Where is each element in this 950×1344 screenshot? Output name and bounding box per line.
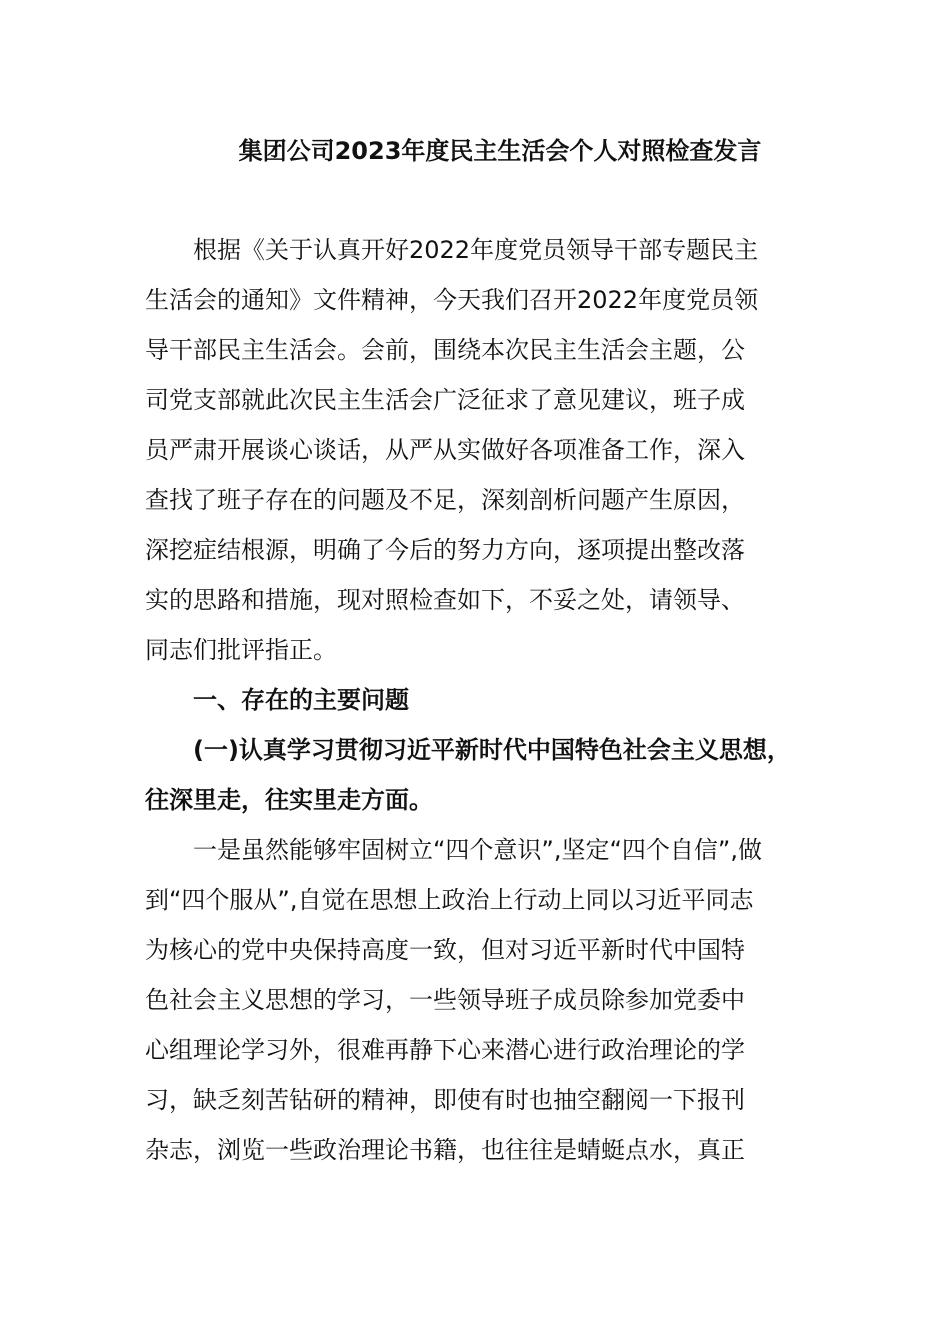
paragraph-line: 一是虽然能够牢固树立“四个意识”,坚定“四个自信”,做 <box>145 836 762 864</box>
paragraph-line: 同志们批评指正。 <box>145 636 337 664</box>
paragraph-line: 为核心的党中央保持高度一致，但对习近平新时代中国特 <box>145 936 745 964</box>
subsection-heading-line: 往深里走，往实里走方面。 <box>145 786 433 814</box>
paragraph-line: 心组理论学习外，很难再静下心来潜心进行政治理论的学 <box>145 1036 745 1064</box>
paragraph-line: 查找了班子存在的问题及不足，深刻剖析问题产生原因， <box>145 486 745 514</box>
paragraph-line: 色社会主义思想的学习，一些领导班子成员除参加党委中 <box>145 986 745 1014</box>
document-title: 集团公司2023年度民主生活会个人对照检查发言 <box>238 137 762 165</box>
paragraph-line: 根据《关于认真开好2022年度党员领导干部专题民主 <box>145 236 759 264</box>
paragraph-line: 到“四个服从”,自觉在思想上政治上行动上同以习近平同志 <box>145 886 754 914</box>
paragraph-line: 生活会的通知》文件精神，今天我们召开2022年度党员领 <box>145 286 759 314</box>
subsection-heading-line: (一)认真学习贯彻习近平新时代中国特色社会主义思想， <box>145 736 791 764</box>
paragraph-line: 实的思路和措施，现对照检查如下，不妥之处，请领导、 <box>145 586 745 614</box>
paragraph-line: 杂志，浏览一些政治理论书籍，也往往是蜻蜓点水，真正 <box>145 1136 745 1164</box>
paragraph-line: 深挖症结根源，明确了今后的努力方向，逐项提出整改落 <box>145 536 745 564</box>
paragraph-line: 员严肃开展谈心谈话，从严从实做好各项准备工作，深入 <box>145 436 745 464</box>
paragraph-line: 习，缺乏刻苦钻研的精神，即使有时也抽空翻阅一下报刊 <box>145 1086 745 1114</box>
paragraph-line: 导干部民主生活会。会前，围绕本次民主生活会主题，公 <box>145 336 745 364</box>
section-heading: 一、存在的主要问题 <box>145 686 409 714</box>
paragraph-line: 司党支部就此次民主生活会广泛征求了意见建议，班子成 <box>145 386 745 414</box>
